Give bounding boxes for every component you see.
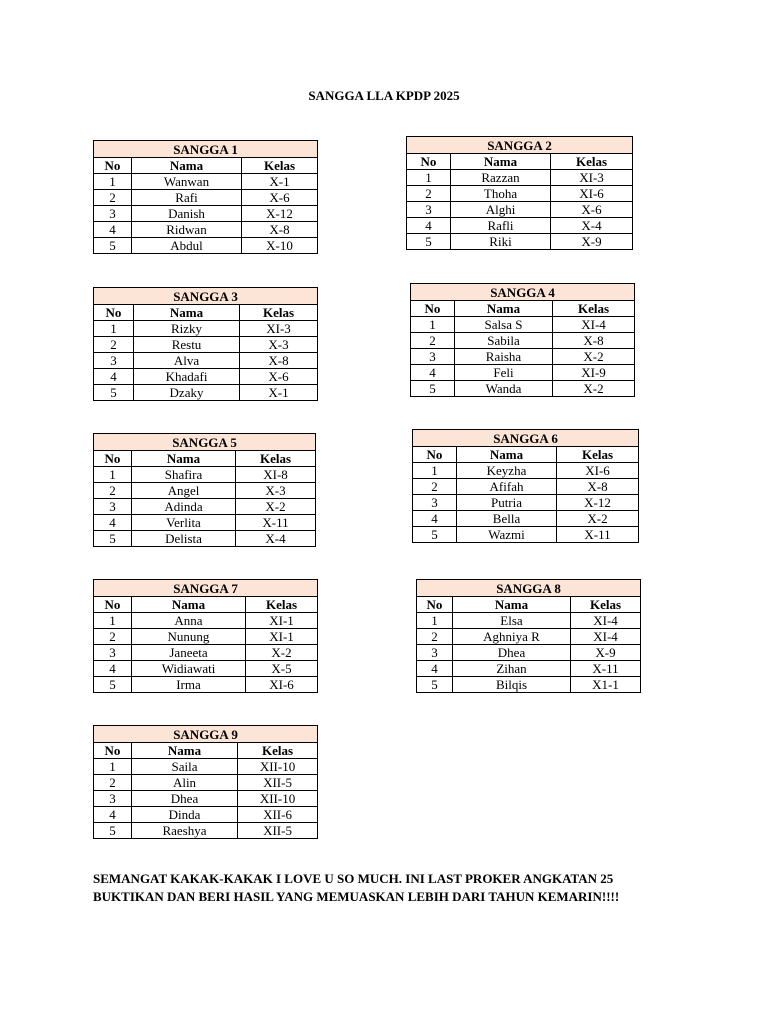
cell-kelas: X-8	[553, 333, 635, 349]
cell-nama: Keyzha	[457, 463, 557, 479]
cell-nama: Irma	[132, 677, 246, 693]
cell-kelas: X-11	[557, 527, 639, 543]
sangga-table-9	[93, 725, 318, 839]
cell-kelas: X-8	[240, 353, 318, 369]
cell-kelas: XI-1	[246, 613, 318, 629]
cell-nama: Nunung	[132, 629, 246, 645]
cell-no: 1	[417, 613, 453, 629]
cell-no: 2	[94, 483, 132, 499]
cell-no: 2	[417, 629, 453, 645]
sangga-title: SANGGA 1	[94, 141, 318, 158]
cell-nama: Restu	[134, 337, 240, 353]
table-row	[411, 317, 635, 333]
cell-nama: Raeshya	[132, 823, 238, 839]
cell-no: 5	[413, 527, 457, 543]
cell-no: 2	[407, 186, 451, 202]
table-row	[94, 337, 318, 353]
table-row	[94, 645, 318, 661]
table-row	[94, 515, 316, 531]
table-row	[411, 349, 635, 365]
table-row	[407, 234, 633, 250]
cell-nama: Danish	[132, 206, 242, 222]
table-row	[417, 645, 641, 661]
column-header-kelas: Kelas	[236, 451, 316, 467]
cell-no: 3	[94, 645, 132, 661]
cell-kelas: X-6	[551, 202, 633, 218]
column-header-kelas: Kelas	[551, 154, 633, 170]
sangga-title: SANGGA 2	[407, 137, 633, 154]
cell-no: 5	[407, 234, 451, 250]
cell-no: 2	[94, 629, 132, 645]
sangga-table-5	[93, 433, 316, 547]
cell-kelas: X-8	[242, 222, 318, 238]
table-row	[94, 321, 318, 337]
cell-nama: Wazmi	[457, 527, 557, 543]
cell-kelas: XII-10	[238, 791, 318, 807]
cell-kelas: X-2	[553, 349, 635, 365]
cell-no: 5	[94, 823, 132, 839]
cell-nama: Widiawati	[132, 661, 246, 677]
cell-no: 2	[94, 190, 132, 206]
cell-no: 4	[94, 661, 132, 677]
cell-kelas: X-2	[553, 381, 635, 397]
table-row	[413, 479, 639, 495]
cell-no: 3	[411, 349, 455, 365]
cell-nama: Khadafi	[134, 369, 240, 385]
cell-no: 3	[417, 645, 453, 661]
sangga-table-1	[93, 140, 318, 254]
table-row	[94, 206, 318, 222]
sangga-title: SANGGA 3	[94, 288, 318, 305]
cell-no: 4	[411, 365, 455, 381]
table-row	[94, 369, 318, 385]
cell-kelas: X-6	[240, 369, 318, 385]
cell-nama: Wanda	[455, 381, 553, 397]
closing-line-1: SEMANGAT KAKAK-KAKAK I LOVE U SO MUCH. INI LAST PROKER ANGKATAN 25	[93, 871, 614, 886]
cell-kelas: XII-6	[238, 807, 318, 823]
column-header-no: No	[94, 743, 132, 759]
cell-no: 5	[94, 677, 132, 693]
table-row	[411, 333, 635, 349]
cell-nama: Angel	[132, 483, 236, 499]
cell-nama: Dhea	[132, 791, 238, 807]
column-header-kelas: Kelas	[246, 597, 318, 613]
column-header-kelas: Kelas	[238, 743, 318, 759]
column-header-nama: Nama	[132, 451, 236, 467]
column-header-nama: Nama	[132, 743, 238, 759]
sangga-title: SANGGA 6	[413, 430, 639, 447]
table-row	[94, 629, 318, 645]
table-row	[94, 353, 318, 369]
cell-nama: Alghi	[451, 202, 551, 218]
cell-kelas: X-9	[571, 645, 641, 661]
cell-no: 2	[413, 479, 457, 495]
column-header-kelas: Kelas	[557, 447, 639, 463]
cell-no: 3	[94, 206, 132, 222]
sangga-title: SANGGA 5	[94, 434, 316, 451]
table-row	[413, 495, 639, 511]
column-header-no: No	[94, 451, 132, 467]
table-row	[94, 791, 318, 807]
sangga-title: SANGGA 9	[94, 726, 318, 743]
table-row	[94, 531, 316, 547]
column-header-nama: Nama	[132, 158, 242, 174]
cell-nama: Adinda	[132, 499, 236, 515]
cell-no: 1	[94, 759, 132, 775]
closing-line-2: BUKTIKAN DAN BERI HASIL YANG MEMUASKAN LEBIH DARI TAHUN KEMARIN!!!!	[93, 889, 620, 904]
table-row	[94, 385, 318, 401]
sangga-table-3	[93, 287, 318, 401]
cell-nama: Ridwan	[132, 222, 242, 238]
cell-no: 4	[417, 661, 453, 677]
cell-nama: Abdul	[132, 238, 242, 254]
table-row	[94, 661, 318, 677]
cell-no: 4	[413, 511, 457, 527]
cell-no: 3	[413, 495, 457, 511]
cell-nama: Janeeta	[132, 645, 246, 661]
cell-kelas: XI-4	[571, 613, 641, 629]
cell-nama: Alva	[134, 353, 240, 369]
table-row	[94, 759, 318, 775]
cell-no: 1	[411, 317, 455, 333]
table-row	[407, 202, 633, 218]
column-header-no: No	[411, 301, 455, 317]
cell-kelas: XI-4	[553, 317, 635, 333]
table-row	[94, 190, 318, 206]
cell-kelas: XI-6	[551, 186, 633, 202]
column-header-no: No	[413, 447, 457, 463]
cell-no: 4	[94, 807, 132, 823]
cell-nama: Salsa S	[455, 317, 553, 333]
table-row	[94, 222, 318, 238]
table-row	[94, 499, 316, 515]
cell-nama: Delista	[132, 531, 236, 547]
cell-no: 2	[94, 337, 134, 353]
sangga-table-2	[406, 136, 633, 250]
column-header-no: No	[407, 154, 451, 170]
table-row	[94, 823, 318, 839]
table-row	[417, 661, 641, 677]
cell-kelas: X-9	[551, 234, 633, 250]
cell-no: 5	[411, 381, 455, 397]
sangga-table-8	[416, 579, 641, 693]
column-header-nama: Nama	[455, 301, 553, 317]
column-header-no: No	[417, 597, 453, 613]
cell-kelas: X-2	[246, 645, 318, 661]
column-header-no: No	[94, 305, 134, 321]
cell-kelas: XI-8	[236, 467, 316, 483]
cell-kelas: X-1	[242, 174, 318, 190]
cell-no: 1	[407, 170, 451, 186]
table-row	[411, 381, 635, 397]
cell-nama: Elsa	[453, 613, 571, 629]
cell-no: 5	[94, 531, 132, 547]
cell-nama: Rafi	[132, 190, 242, 206]
cell-nama: Verlita	[132, 515, 236, 531]
sangga-table-4	[410, 283, 635, 397]
column-header-nama: Nama	[132, 597, 246, 613]
table-row	[407, 218, 633, 234]
cell-kelas: X1-1	[571, 677, 641, 693]
cell-kelas: X-5	[246, 661, 318, 677]
cell-nama: Shafira	[132, 467, 236, 483]
cell-nama: Thoha	[451, 186, 551, 202]
cell-nama: Sabila	[455, 333, 553, 349]
cell-nama: Zihan	[453, 661, 571, 677]
cell-kelas: X-12	[242, 206, 318, 222]
cell-kelas: X-2	[557, 511, 639, 527]
cell-nama: Aghniya R	[453, 629, 571, 645]
cell-no: 1	[94, 174, 132, 190]
table-row	[417, 629, 641, 645]
cell-nama: Riki	[451, 234, 551, 250]
cell-kelas: X-6	[242, 190, 318, 206]
closing-message	[93, 870, 733, 906]
cell-kelas: XI-6	[557, 463, 639, 479]
cell-no: 1	[94, 467, 132, 483]
cell-kelas: X-3	[236, 483, 316, 499]
sangga-title: SANGGA 7	[94, 580, 318, 597]
table-row	[94, 677, 318, 693]
cell-kelas: XII-5	[238, 775, 318, 791]
cell-nama: Dinda	[132, 807, 238, 823]
cell-no: 3	[94, 499, 132, 515]
cell-no: 3	[94, 791, 132, 807]
cell-nama: Bilqis	[453, 677, 571, 693]
cell-kelas: X-12	[557, 495, 639, 511]
column-header-nama: Nama	[134, 305, 240, 321]
cell-nama: Dhea	[453, 645, 571, 661]
column-header-kelas: Kelas	[553, 301, 635, 317]
cell-nama: Rafli	[451, 218, 551, 234]
column-header-no: No	[94, 597, 132, 613]
cell-nama: Saila	[132, 759, 238, 775]
column-header-nama: Nama	[451, 154, 551, 170]
table-row	[413, 511, 639, 527]
sangga-table-7	[93, 579, 318, 693]
cell-kelas: XI-3	[551, 170, 633, 186]
cell-nama: Wanwan	[132, 174, 242, 190]
cell-kelas: XI-4	[571, 629, 641, 645]
cell-nama: Alin	[132, 775, 238, 791]
column-header-nama: Nama	[453, 597, 571, 613]
cell-no: 5	[94, 385, 134, 401]
table-row	[94, 467, 316, 483]
cell-nama: Afifah	[457, 479, 557, 495]
cell-no: 4	[94, 369, 134, 385]
cell-no: 5	[94, 238, 132, 254]
cell-nama: Raisha	[455, 349, 553, 365]
cell-nama: Rizky	[134, 321, 240, 337]
cell-no: 4	[407, 218, 451, 234]
cell-kelas: X-11	[236, 515, 316, 531]
cell-kelas: X-4	[551, 218, 633, 234]
cell-no: 3	[94, 353, 134, 369]
cell-kelas: X-11	[571, 661, 641, 677]
table-row	[413, 527, 639, 543]
cell-kelas: XI-9	[553, 365, 635, 381]
table-row	[94, 174, 318, 190]
cell-no: 2	[411, 333, 455, 349]
cell-no: 1	[94, 321, 134, 337]
column-header-kelas: Kelas	[242, 158, 318, 174]
cell-nama: Dzaky	[134, 385, 240, 401]
cell-kelas: X-8	[557, 479, 639, 495]
cell-no: 1	[413, 463, 457, 479]
table-row	[94, 238, 318, 254]
cell-kelas: X-2	[236, 499, 316, 515]
cell-nama: Razzan	[451, 170, 551, 186]
cell-nama: Anna	[132, 613, 246, 629]
cell-no: 1	[94, 613, 132, 629]
table-row	[417, 613, 641, 629]
table-row	[411, 365, 635, 381]
cell-no: 4	[94, 515, 132, 531]
cell-no: 4	[94, 222, 132, 238]
cell-nama: Putria	[457, 495, 557, 511]
column-header-kelas: Kelas	[240, 305, 318, 321]
cell-no: 5	[417, 677, 453, 693]
table-row	[94, 807, 318, 823]
cell-kelas: XI-3	[240, 321, 318, 337]
table-row	[407, 170, 633, 186]
cell-no: 2	[94, 775, 132, 791]
cell-kelas: X-4	[236, 531, 316, 547]
cell-no: 3	[407, 202, 451, 218]
table-row	[94, 613, 318, 629]
column-header-no: No	[94, 158, 132, 174]
cell-nama: Bella	[457, 511, 557, 527]
column-header-nama: Nama	[457, 447, 557, 463]
cell-kelas: X-1	[240, 385, 318, 401]
table-row	[413, 463, 639, 479]
cell-kelas: XII-5	[238, 823, 318, 839]
table-row	[417, 677, 641, 693]
table-row	[94, 775, 318, 791]
cell-kelas: X-10	[242, 238, 318, 254]
cell-kelas: X-3	[240, 337, 318, 353]
sangga-table-6	[412, 429, 639, 543]
cell-kelas: XI-6	[246, 677, 318, 693]
column-header-kelas: Kelas	[571, 597, 641, 613]
table-row	[407, 186, 633, 202]
page-title: SANGGA LLA KPDP 2025	[308, 88, 460, 103]
sangga-title: SANGGA 8	[417, 580, 641, 597]
cell-nama: Feli	[455, 365, 553, 381]
table-row	[94, 483, 316, 499]
sangga-title: SANGGA 4	[411, 284, 635, 301]
cell-kelas: XI-1	[246, 629, 318, 645]
cell-kelas: XII-10	[238, 759, 318, 775]
